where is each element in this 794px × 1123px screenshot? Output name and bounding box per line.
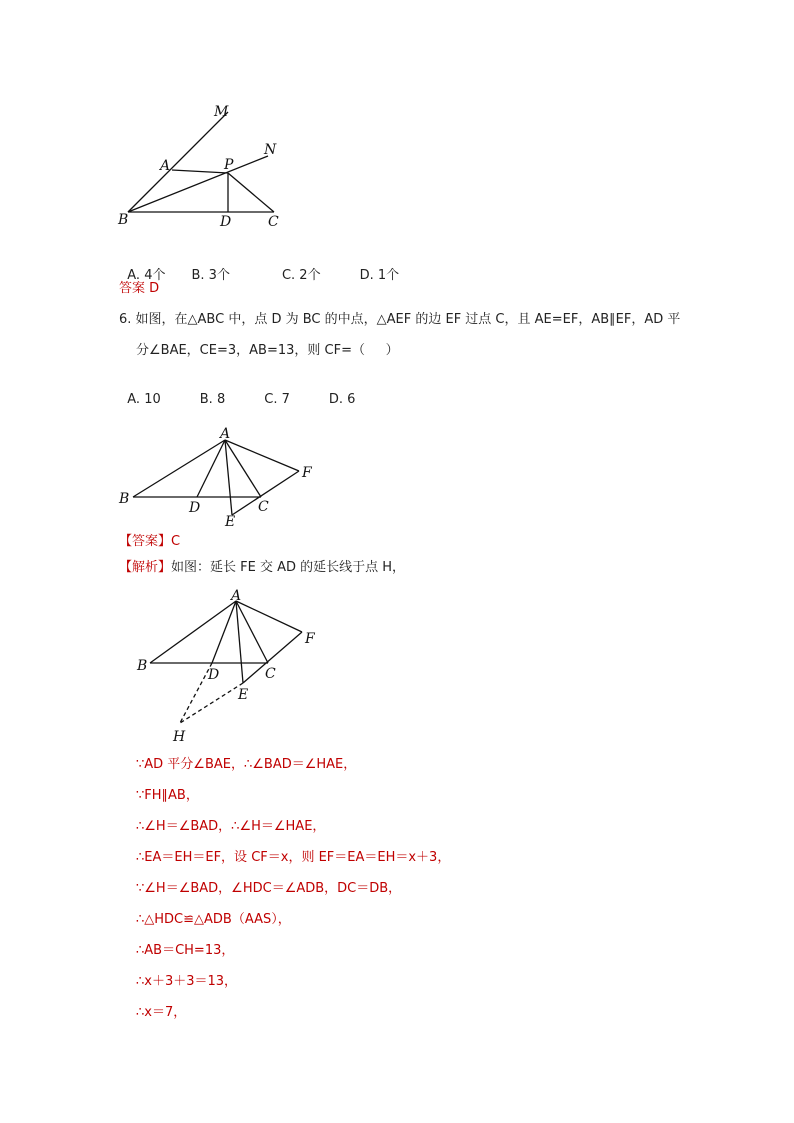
ray-bm	[128, 112, 228, 212]
q6-option-a: A. 10	[127, 392, 161, 407]
ray-bn	[128, 156, 268, 212]
segment-ab	[150, 601, 236, 663]
segment-af	[236, 601, 302, 632]
label-c: C	[265, 666, 276, 682]
figure-triangle-abc	[115, 425, 325, 530]
figure-triangle-abc-extended	[128, 585, 328, 745]
label-b: B	[119, 491, 130, 507]
answer-tag: 【答案】	[119, 534, 172, 549]
segment-pc	[228, 173, 274, 212]
q6-option-b: B. 8	[199, 392, 226, 407]
segment-ap	[172, 170, 228, 173]
analysis-intro: 如图：延长 FE 交 AD 的延长线于点 H，	[171, 560, 406, 575]
label-h: H	[173, 729, 186, 745]
label-a: A	[231, 588, 242, 604]
q5-options	[119, 249, 399, 285]
label-n: N	[264, 142, 277, 158]
label-p: P	[224, 157, 234, 173]
segment-ae	[225, 440, 232, 515]
dashed-eh	[180, 683, 243, 723]
solution-line-4: ∴EA＝EH＝EF，设 CF＝x，则 EF＝EA＝EH＝x＋3，	[136, 850, 451, 865]
q5-option-c: C. 2个	[281, 268, 321, 283]
label-d: D	[208, 667, 220, 683]
segment-af	[225, 440, 299, 471]
solution-line-7: ∴AB＝CH=13，	[136, 943, 235, 958]
solution-line-3: ∴∠H＝∠BAD，∴∠H＝∠HAE，	[136, 819, 326, 834]
q6-options	[119, 373, 355, 409]
q5-option-a: A. 4个	[127, 268, 166, 283]
figure-angle-mbn	[110, 100, 300, 235]
q6-stem-line1: 6. 如图，在△ABC 中，点 D 为 BC 的中点，△AEF 的边 EF 过点 C，且 AE=EF，AB∥EF，AD 平	[119, 312, 681, 327]
q6-option-c: C. 7	[264, 392, 290, 407]
label-d: D	[220, 214, 232, 230]
q6-analysis	[119, 559, 405, 577]
solution-line-2: ∵FH∥AB，	[136, 788, 199, 803]
label-m: M	[214, 104, 229, 120]
q6-option-d: D. 6	[328, 392, 356, 407]
analysis-tag: 【解析】	[119, 560, 172, 575]
solution-line-5: ∵∠H＝∠BAD，∠HDC＝∠ADB，DC＝DB，	[136, 881, 402, 896]
label-d: D	[189, 500, 201, 516]
q6-stem-line2: 分∠BAE，CE=3，AB=13，则 CF=（ ）	[136, 343, 399, 358]
label-e: E	[238, 687, 249, 703]
solution-line-1: ∵AD 平分∠BAE，∴∠BAD＝∠HAE，	[136, 757, 357, 772]
label-e: E	[225, 514, 236, 530]
label-b: B	[118, 212, 129, 228]
label-b: B	[137, 658, 148, 674]
label-c: C	[258, 499, 269, 515]
answer-value: C	[171, 534, 181, 549]
label-f: F	[302, 465, 312, 481]
label-c: C	[268, 214, 279, 230]
q5-answer: 答案 D	[119, 281, 160, 296]
q5-option-b: B. 3个	[191, 268, 230, 283]
q6-answer	[119, 533, 180, 551]
segment-ac	[225, 440, 261, 497]
solution-line-8: ∴x＋3＋3＝13，	[136, 974, 238, 989]
q5-option-d: D. 1个	[359, 268, 400, 283]
solution-line-6: ∴△HDC≌△ADB（AAS），	[136, 912, 291, 927]
solution-line-9: ∴x＝7，	[136, 1005, 187, 1020]
label-a: A	[220, 426, 231, 442]
label-a: A	[160, 158, 171, 174]
label-f: F	[305, 631, 315, 647]
